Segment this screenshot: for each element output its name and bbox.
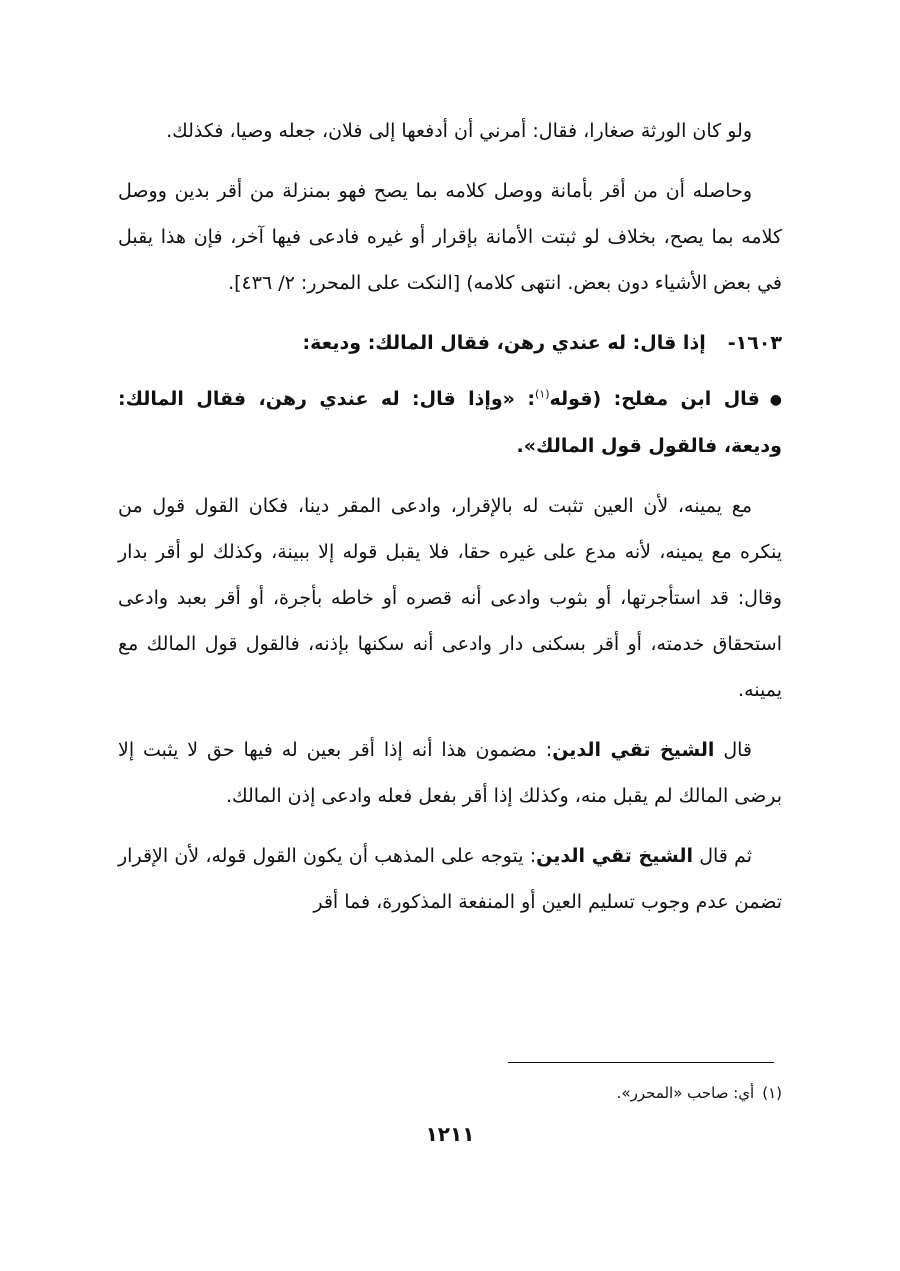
section-title: إذا قال: له عندي رهن، فقال المالك: وديعة: (302, 332, 706, 354)
bullet-icon: ● (769, 391, 782, 408)
paragraph-5 (118, 727, 782, 819)
paragraph-5-rest: : مضمون هذا أنه إذا أقر بعين له فيها حق لا يثبت إلا برضى المالك لم يقبل منه، وكذلك إذا أقر بفعل فعله وادعى إذن المالك. (118, 738, 782, 807)
footnote-divider (508, 1062, 774, 1063)
section-number: ١٦٠٣- (727, 332, 782, 354)
quote-lead: قال ابن مفلح: (قوله (549, 388, 760, 410)
paragraph-6-rest: : يتوجه على المذهب أن يكون القول قوله، لأن الإقرار تضمن عدم وجوب تسليم العين أو المنفعة المذكورة، فما أقر (118, 844, 782, 913)
quote-rest: : «وإذا قال: له عندي رهن، فقال المالك: وديعة، فالقول قول المالك». (118, 388, 782, 457)
paragraph-4-text: مع يمينه، لأن العين تثبت له بالإقرار، وادعى المقر دينا، فكان القول قول من ينكره مع يمينه، لأنه مدع على غيره حقا، فلا يقبل قوله إلا ببينة، وكذلك لو أقر بدار وقال: قد استأجرتها، أو بثوب وادعى أنه قصره أو خاطه بأجرة، أو أقر بعبد وادعى استحقاق خدمته، أو أقر بسكنى دار وادعى أنه سكنها بإذنه، فالقول قول المالك مع يمينه. (118, 494, 782, 701)
paragraph-1 (118, 108, 782, 154)
paragraph-2 (118, 168, 782, 306)
paragraph-5-lead: قال (723, 738, 753, 761)
paragraph-5-bold: الشيخ تقي الدين (552, 738, 715, 761)
page-number: ١٢١١ (425, 1122, 475, 1146)
paragraph-3 (118, 376, 782, 469)
section-heading (118, 320, 782, 366)
paragraph-6-lead: ثم قال (699, 844, 753, 867)
paragraph-1-text: ولو كان الورثة صغارا، فقال: أمرني أن أدفعها إلى فلان، جعله وصيا، فكذلك. (166, 120, 752, 142)
footnote-reference[interactable]: (١) (534, 387, 550, 401)
paragraph-4 (118, 483, 782, 713)
footnote-number: (١) (762, 1084, 782, 1102)
paragraph-2-text: وحاصله أن من أقر بأمانة ووصل كلامه بما يصح فهو بمنزلة من أقر بدين ووصل كلامه بما يصح، بخلاف لو ثبتت الأمانة بإقرار أو غيره فادعى فيها آخر، فإن هذا يقبل في بعض الأشياء دون بعض. انتهى كلامه) [النكت على المحرر: ٢/ ٤٣٦]. (118, 180, 782, 294)
paragraph-6-bold: الشيخ تقي الدين (536, 844, 693, 867)
paragraph-6 (118, 833, 782, 925)
footnote (118, 1078, 782, 1108)
main-text (118, 108, 782, 939)
footnote-text: أي: صاحب «المحرر». (616, 1084, 755, 1102)
